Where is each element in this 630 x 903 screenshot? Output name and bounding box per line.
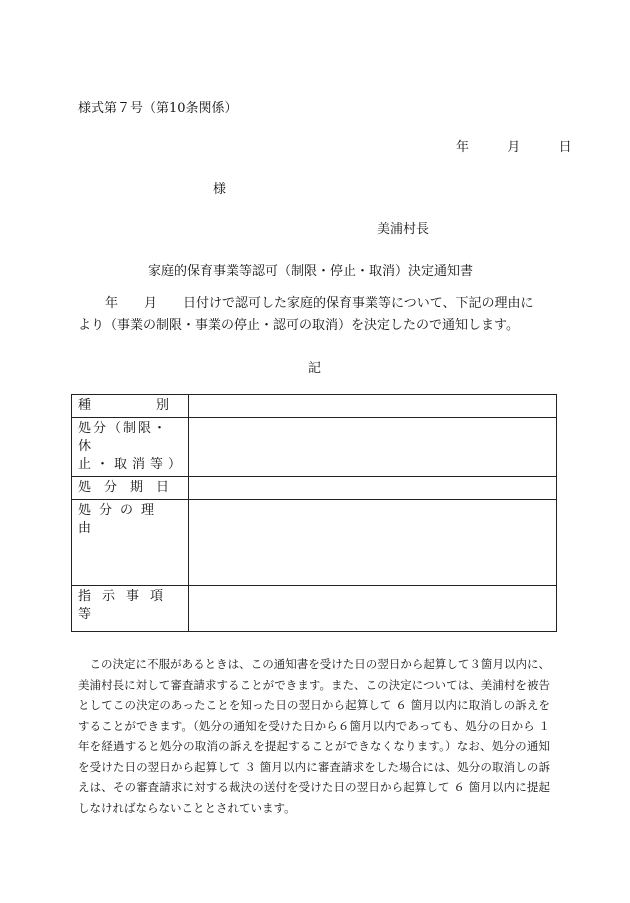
form-number-label: 様式第７号（第10条関係） bbox=[78, 101, 238, 116]
issuer-name: 美浦村長 bbox=[377, 222, 430, 237]
type-label: 種 別 bbox=[78, 398, 170, 413]
date-line bbox=[456, 136, 572, 155]
appeal-notice: この決定に不服があるときは、この通知書を受けた日の翌日から起算して３箇月以内に、美浦村長に対して審査請求することができます。また、この決定については、美浦村を被告としてこの決定のあったことを知った日の翌日から起算して ６ 箇月以内に取消しの訴えをすることができます。（処分の通知を受けた日から６箇月以内であっても、処分の日から １ 年を経過すると処分の取消の訴えを提起することができなくなります。）なお、処分の通知を受けた日の翌日から起算して ３ 箇月以内に審査請求をした場合には、処分の取消しの訴えは、その審査請求に対する裁決の送付を受けた日の翌日から起算して ６ 箇月以内に提起しなければならないこととされています。 bbox=[78, 657, 550, 815]
table-row bbox=[72, 395, 557, 418]
table-row bbox=[72, 500, 557, 586]
date-month: 月 bbox=[507, 140, 521, 155]
row-value-type bbox=[189, 395, 557, 418]
row-label-date bbox=[72, 477, 189, 500]
table-row bbox=[72, 586, 557, 632]
row-label-type bbox=[72, 395, 189, 418]
body-paragraph bbox=[78, 293, 558, 337]
decision-table bbox=[71, 394, 557, 632]
body-line-2: より（事業の制限・事業の停止・認可の取消）を決定したので通知します。 bbox=[78, 318, 519, 333]
document-title: 家庭的保育事業等認可（制限・停止・取消）決定通知書 bbox=[148, 264, 474, 279]
row-value-reason bbox=[189, 500, 557, 586]
disposition-label-line1: 処分（制限・休 bbox=[78, 421, 169, 454]
instructions-label: 指 示 事 項 等 bbox=[78, 589, 175, 622]
row-label-instructions bbox=[72, 586, 189, 632]
row-label-disposition bbox=[72, 418, 189, 477]
date-label: 処 分 期 日 bbox=[78, 480, 170, 495]
row-value-instructions bbox=[189, 586, 557, 632]
reason-label: 処分の理由 bbox=[78, 503, 163, 536]
row-value-date bbox=[189, 477, 557, 500]
table-row bbox=[72, 418, 557, 477]
addressee-suffix: 様 bbox=[213, 182, 227, 197]
date-day: 日 bbox=[558, 140, 572, 155]
ki-heading: 記 bbox=[308, 361, 322, 376]
row-label-reason bbox=[72, 500, 189, 586]
row-value-disposition bbox=[189, 418, 557, 477]
disposition-label-line2: 止・取消等） bbox=[78, 457, 187, 472]
body-line-1: 年 月 日付けで認可した家庭的保育事業等について、下記の理由に bbox=[105, 296, 534, 311]
table-row bbox=[72, 477, 557, 500]
date-year: 年 bbox=[456, 140, 470, 155]
